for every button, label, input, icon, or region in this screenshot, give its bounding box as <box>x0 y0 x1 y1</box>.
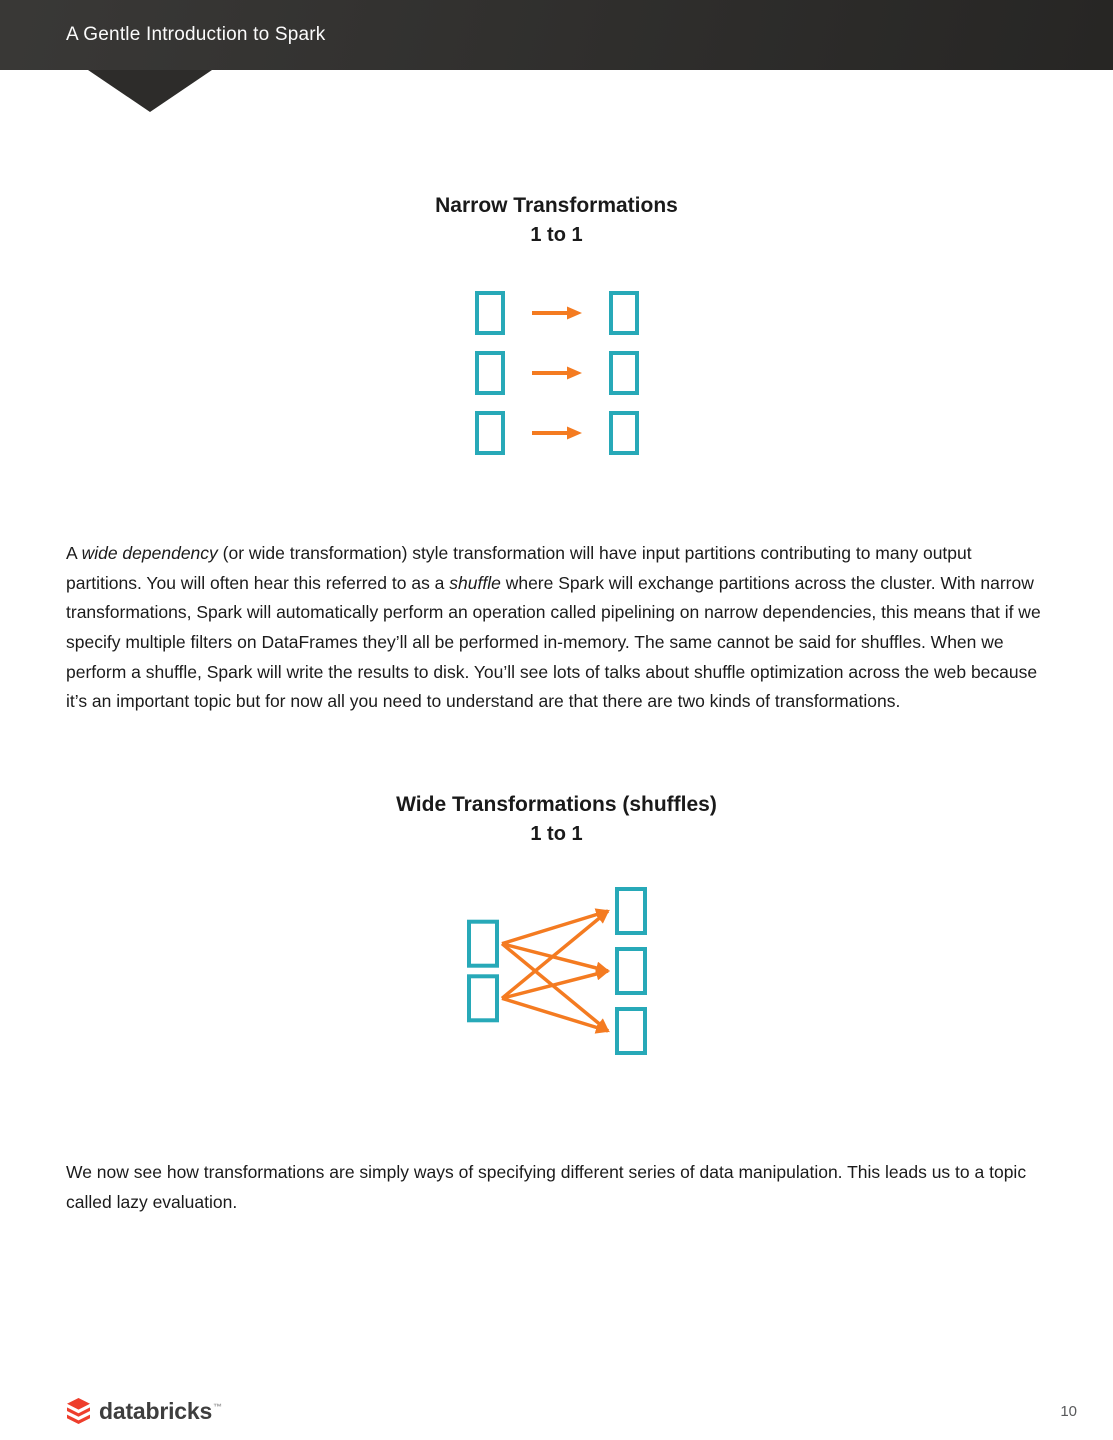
output-partition-box <box>609 411 639 455</box>
input-partition-box <box>469 976 497 1020</box>
input-partition-box <box>475 351 505 395</box>
right-arrow-icon <box>531 364 583 382</box>
narrow-transformation-row <box>475 411 639 455</box>
body-paragraph-1 <box>66 539 1050 716</box>
input-partition-box <box>469 922 497 966</box>
wide-transformations-figure <box>0 791 1113 1056</box>
right-arrow-icon <box>531 304 583 322</box>
output-partition-box <box>617 1009 645 1053</box>
input-partition-box <box>475 411 505 455</box>
paragraph-text: A <box>66 543 82 564</box>
page-number: 10 <box>1060 1403 1077 1420</box>
figure-title: Wide Transformations (shuffles) <box>396 792 717 816</box>
right-arrow-icon <box>531 424 583 442</box>
narrow-transformations-figure <box>0 192 1113 455</box>
databricks-logo <box>66 1398 222 1424</box>
shuffle-arrow <box>502 998 608 1031</box>
output-partition-box <box>609 351 639 395</box>
header-notch-triangle <box>88 70 212 112</box>
header <box>0 0 1113 70</box>
paragraph-italic-term: shuffle <box>449 572 501 593</box>
narrow-diagram-rows <box>0 291 1113 455</box>
shuffle-arrow <box>502 911 608 944</box>
paragraph-italic-term: wide dependency <box>81 543 218 564</box>
input-partition-box <box>475 291 505 335</box>
body-paragraph-2 <box>66 1158 1050 1217</box>
output-partition-box <box>609 291 639 335</box>
paragraph-text: We now see how transformations are simply ways of specifying different series of data manipulation. This leads us to a topic called lazy evaluation. <box>66 1161 1027 1212</box>
wide-diagram-canvas <box>0 886 1113 1056</box>
paragraph-text: where Spark will exchange partitions across the cluster. With narrow transformations, Spark will automatically perform an operation called pipelining on narrow dependencies, this means that if we specify multiple filters on DataFrames they’ll all be performed in-memory. The same cannot be said for shuffles. When we perform a shuffle, Spark will write the results to disk. You’ll see lots of talks about shuffle optimization across the web because it’s an important topic but for now all you need to understand are that there are two kinds of transformations. <box>66 572 1041 712</box>
figure-title: Narrow Transformations <box>435 194 678 217</box>
output-partition-box <box>617 889 645 933</box>
output-partition-box <box>617 949 645 993</box>
brand-text: databricks <box>99 1397 213 1424</box>
paragraph-text: (or wide transformation) style transformation will have input partitions contributing to many output partitions. You will often hear this referred to as a <box>66 543 972 593</box>
trademark-symbol: ™ <box>213 1401 222 1412</box>
figure-subtitle: 1 to 1 <box>530 822 583 845</box>
figure-subtitle: 1 to 1 <box>530 224 583 247</box>
wide-diagram-svg <box>465 886 649 1056</box>
narrow-transformation-row <box>475 351 639 395</box>
databricks-wordmark <box>99 1397 222 1424</box>
databricks-stacked-bricks-icon <box>66 1398 91 1424</box>
narrow-transformation-row <box>475 291 639 335</box>
header-title: A Gentle Introduction to Spark <box>66 24 326 45</box>
footer <box>66 1398 1077 1424</box>
